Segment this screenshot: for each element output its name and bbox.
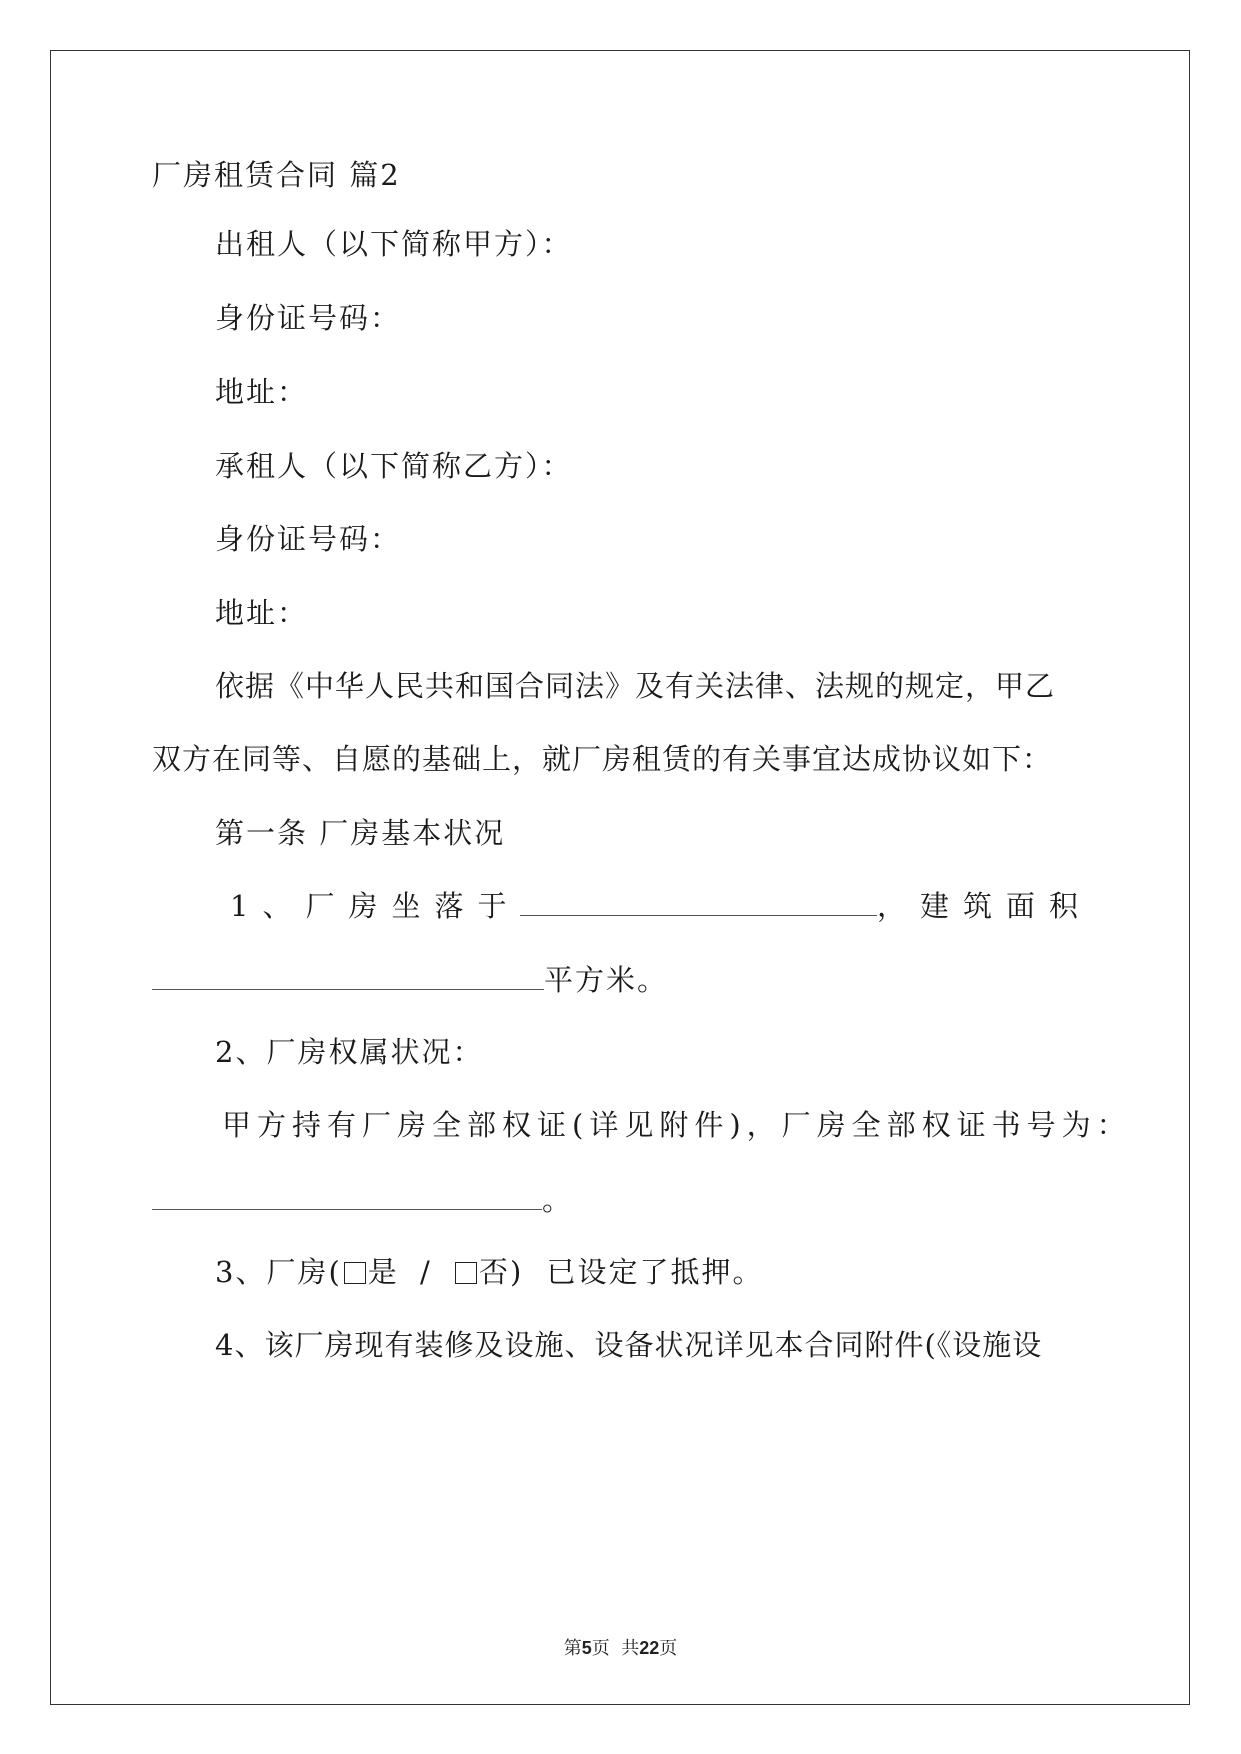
page-footer (0, 1634, 1241, 1660)
item-3-yes: 是 (367, 1255, 399, 1289)
item-3-line (215, 1254, 764, 1290)
certificate-number-blank (152, 1181, 542, 1210)
item-3-suffix: 已设定了抵押。 (546, 1255, 764, 1289)
item-1-line-1 (230, 887, 1092, 924)
lessor-label: 出租人（以下简称甲方）： (215, 227, 573, 261)
lessee-id-label: 身份证号码： (215, 522, 402, 556)
footer-page-mid: 页 共 (591, 1638, 640, 1659)
item-3-no: 否) (479, 1255, 524, 1289)
footer-page-suffix: 页 (659, 1638, 678, 1659)
item-1-line-2 (152, 961, 668, 998)
item-1-suffix: 平方米。 (544, 963, 669, 997)
item-1-mid: ，建筑面积 (876, 889, 1092, 923)
lessor-address-label: 地址： (215, 375, 309, 409)
item-2-text: 甲方持有厂房全部权证(详见附件)，厂房全部权证书号为： (222, 1108, 1132, 1142)
item-1-prefix: 1、厂房坐落于 (230, 889, 521, 923)
checkbox-no[interactable] (455, 1262, 477, 1284)
item-2-title: 2、厂房权属状况： (215, 1035, 484, 1069)
item-3-separator: / (420, 1255, 432, 1289)
document-heading: 厂房租赁合同 篇2 (152, 158, 401, 192)
article-1-title: 第一条 厂房基本状况 (215, 816, 506, 850)
lessor-id-label: 身份证号码： (215, 301, 402, 335)
preamble-line-2: 双方在同等、自愿的基础上，就厂房租赁的有关事宜达成协议如下： (152, 742, 1053, 776)
lessee-address-label: 地址： (215, 596, 309, 630)
area-blank (152, 961, 544, 990)
footer-page-number: 5 (581, 1638, 592, 1658)
page-border (50, 50, 1190, 1705)
item-2-end: 。 (542, 1183, 574, 1217)
item-4-text: 4、该厂房现有装修及设施、设备状况详见本合同附件(《设施设 (215, 1328, 1043, 1362)
item-2-line-2 (152, 1181, 573, 1218)
footer-page-prefix: 第 (563, 1638, 582, 1659)
footer-total-pages: 22 (639, 1638, 660, 1658)
location-blank (520, 887, 877, 916)
item-3-prefix: 3、厂房( (215, 1255, 342, 1289)
preamble-line-1: 依据《中华人民共和国合同法》及有关法律、法规的规定，甲乙 (215, 669, 1056, 703)
lessee-label: 承租人（以下简称乙方）： (215, 449, 573, 483)
checkbox-yes[interactable] (344, 1262, 366, 1284)
